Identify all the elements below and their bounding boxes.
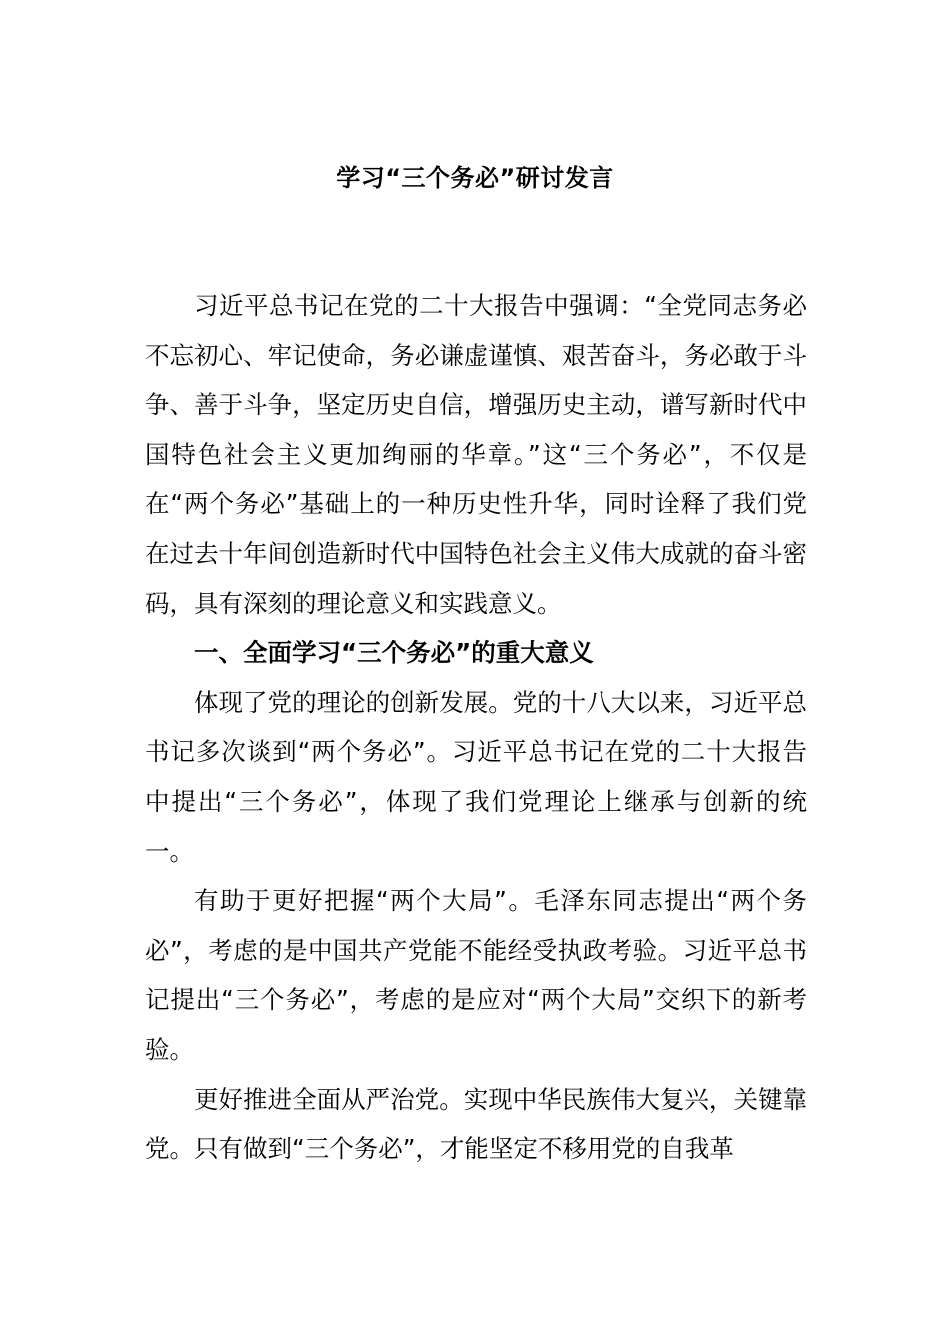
document-title: 学习“三个务必”研讨发言 [336, 164, 614, 192]
body-paragraph-party-governance: 更好推进全面从严治党。实现中华民族伟大复兴，关键靠党。只有做到“三个务必”，才能坚定不移用党的自我革 [145, 1084, 807, 1164]
intro-paragraph: 习近平总书记在党的二十大报告中强调：“全党同志务必不忘初心、牢记使命，务必谦虚谨慎、艰苦奋斗，务必敢于斗争、善于斗争，坚定历史自信，增强历史主动，谱写新时代中国特色社会主义更加绚丽的华章。”这“三个务必”，不仅是在“两个务必”基础上的一种历史性升华，同时诠释了我们党在过去十年间创造新时代中国特色社会主义伟大成就的奋斗密码，具有深刻的理论意义和实践意义。 [145, 291, 807, 618]
body-paragraph-theory: 体现了党的理论的创新发展。党的十八大以来，习近平总书记多次谈到“两个务必”。习近平总书记在党的二十大报告中提出“三个务必”，体现了我们党理论上继承与创新的统一。 [145, 687, 807, 866]
document-body [145, 281, 807, 1174]
body-paragraph-two-overall-situations: 有助于更好把握“两个大局”。毛泽东同志提出“两个务必”，考虑的是中国共产党能不能经受执政考验。习近平总书记提出“三个务必”，考虑的是应对“两个大局”交织下的新考验。 [145, 886, 807, 1064]
section-heading-1: 一、全面学习“三个务必”的重大意义 [194, 638, 594, 668]
